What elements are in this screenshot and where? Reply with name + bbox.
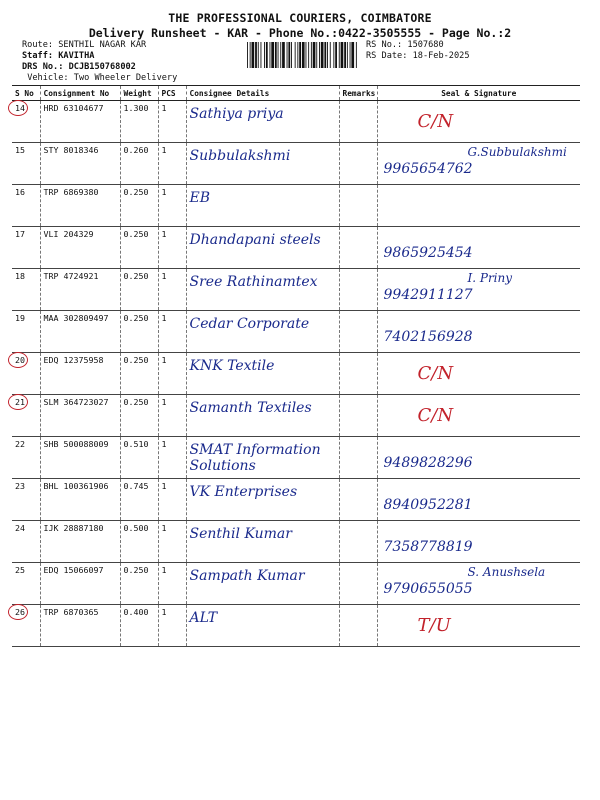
signature-text: 7402156928 (383, 329, 473, 345)
serial-number-cell: 18 (12, 269, 40, 311)
barcode-bar (306, 42, 307, 68)
staff-label: Staff: (22, 51, 54, 61)
pcs-cell: 1 (158, 479, 186, 521)
serial-number-cell: 24 (12, 521, 40, 563)
signature-text: C/N (417, 405, 454, 426)
weight-cell: 0.260 (120, 143, 158, 185)
pcs-cell: 1 (158, 605, 186, 647)
col-header-consignment: Consignment No (40, 86, 120, 101)
consignee-handwritten: Cedar Corporate (189, 316, 310, 332)
consignment-number-cell: EDQ 15066097 (40, 563, 120, 605)
table-row (12, 353, 580, 395)
signature-text: 9489828296 (383, 455, 473, 471)
signature-text: T/U (417, 615, 451, 636)
col-header-signature: Seal & Signature (377, 86, 580, 101)
col-header-pcs: PCS (158, 86, 186, 101)
table-row (12, 563, 580, 605)
barcode-bar (270, 42, 271, 68)
consignee-cell (186, 269, 339, 311)
pcs-cell: 1 (158, 143, 186, 185)
barcode-bar (313, 42, 316, 68)
circle-mark-icon (8, 100, 28, 116)
signature-text: 7358778819 (383, 539, 473, 555)
serial-number-cell: 25 (12, 563, 40, 605)
weight-cell: 0.500 (120, 521, 158, 563)
pcs-cell: 1 (158, 521, 186, 563)
barcode-bar (351, 42, 354, 68)
barcode-bar (302, 42, 305, 68)
col-header-weight: Weight (120, 86, 158, 101)
barcode-bar (341, 42, 344, 68)
barcode-bar (255, 42, 257, 68)
weight-cell: 0.250 (120, 311, 158, 353)
barcode-bar (280, 42, 281, 68)
barcode-bar (347, 42, 348, 68)
pcs-cell: 1 (158, 185, 186, 227)
barcode-bar (288, 42, 290, 68)
runsheet-meta-left (22, 40, 177, 84)
barcode-bar (356, 42, 357, 68)
signature-cell (377, 437, 580, 479)
consignee-handwritten: Subbulakshmi (189, 148, 291, 164)
barcode-bar (350, 42, 351, 68)
signature-text: 9865925454 (383, 245, 473, 261)
weight-cell: 0.510 (120, 437, 158, 479)
weight-cell: 0.745 (120, 479, 158, 521)
barcode-bar (324, 42, 326, 68)
consignment-number-cell: BHL 100361906 (40, 479, 120, 521)
circle-mark-icon (8, 394, 28, 410)
barcode-bar (271, 42, 274, 68)
table-row (12, 521, 580, 563)
vehicle-value: Two Wheeler Delivery (73, 73, 178, 83)
consignee-handwritten: Samanth Textiles (189, 400, 312, 416)
barcode-bar (282, 42, 285, 68)
consignee-cell (186, 395, 339, 437)
consignee-cell (186, 101, 339, 143)
consignee-cell (186, 521, 339, 563)
barcode-bar (333, 42, 334, 68)
serial-number-cell: 22 (12, 437, 40, 479)
consignee-cell (186, 437, 339, 479)
signature-cell (377, 563, 580, 605)
signature-cell (377, 605, 580, 647)
barcode-bar (308, 42, 309, 68)
serial-number-cell: 20 (12, 353, 40, 395)
remarks-cell (339, 311, 377, 353)
col-header-sno: S No (12, 86, 40, 101)
barcode-bar (247, 42, 248, 68)
barcode-bar (344, 42, 346, 68)
serial-number-cell: 17 (12, 227, 40, 269)
remarks-cell (339, 395, 377, 437)
remarks-cell (339, 605, 377, 647)
consignment-number-cell: TRP 6870365 (40, 605, 120, 647)
serial-number-cell: 15 (12, 143, 40, 185)
pcs-cell: 1 (158, 101, 186, 143)
pcs-cell: 1 (158, 395, 186, 437)
remarks-cell (339, 563, 377, 605)
remarks-cell (339, 185, 377, 227)
weight-cell: 0.400 (120, 605, 158, 647)
barcode-bar (311, 42, 312, 68)
table-row (12, 437, 580, 479)
weight-cell: 0.250 (120, 227, 158, 269)
signature-name: G.Subbulakshmi (467, 145, 567, 159)
weight-cell: 0.250 (120, 269, 158, 311)
table-row (12, 605, 580, 647)
runsheet-meta-right (366, 40, 470, 62)
table-row (12, 185, 580, 227)
barcode-bar (319, 42, 320, 68)
barcode-bar (278, 42, 279, 68)
pcs-cell: 1 (158, 269, 186, 311)
table-row (12, 479, 580, 521)
consignment-number-cell: STY 8018346 (40, 143, 120, 185)
barcode-bar (295, 42, 296, 68)
serial-number-cell: 26 (12, 605, 40, 647)
consignment-number-cell: HRD 63104677 (40, 101, 120, 143)
barcode-bar (297, 42, 298, 68)
signature-cell (377, 353, 580, 395)
remarks-cell (339, 101, 377, 143)
table-row (12, 269, 580, 311)
circle-mark-icon (8, 352, 28, 368)
signature-cell (377, 479, 580, 521)
consignee-handwritten: ALT (189, 610, 218, 626)
col-header-consignee: Consignee Details (186, 86, 339, 101)
signature-text: 8940952281 (383, 497, 473, 513)
barcode-bar (339, 42, 340, 68)
barcode-bar (335, 42, 337, 68)
consignment-number-cell: IJK 28887180 (40, 521, 120, 563)
consignment-number-cell: TRP 6869380 (40, 185, 120, 227)
col-header-remarks: Remarks (339, 86, 377, 101)
signature-cell (377, 227, 580, 269)
signature-text: 9965654762 (383, 161, 473, 177)
barcode-image (247, 42, 357, 68)
barcode-bar (261, 42, 262, 68)
rs-date-label: RS Date: (366, 51, 408, 61)
table-row (12, 311, 580, 353)
runsheet-table (12, 85, 580, 647)
serial-number-cell: 14 (12, 101, 40, 143)
consignment-number-cell: EDQ 12375958 (40, 353, 120, 395)
remarks-cell (339, 479, 377, 521)
drs-value: DCJB150768002 (68, 62, 136, 72)
table-row (12, 227, 580, 269)
remarks-cell (339, 521, 377, 563)
consignee-handwritten: Dhandapani steels (189, 232, 321, 248)
consignee-handwritten: KNK Textile (189, 358, 275, 374)
signature-text: C/N (417, 111, 454, 132)
route-value: SENTHIL NAGAR KAR (58, 40, 147, 50)
remarks-cell (339, 143, 377, 185)
signature-cell (377, 311, 580, 353)
serial-number-cell: 16 (12, 185, 40, 227)
consignment-number-cell: MAA 302809497 (40, 311, 120, 353)
signature-cell (377, 185, 580, 227)
remarks-cell (339, 353, 377, 395)
table-header-row (12, 86, 580, 101)
consignee-cell (186, 311, 339, 353)
rs-no-label: RS No.: (366, 40, 403, 50)
serial-number-cell: 19 (12, 311, 40, 353)
signature-text: 9942911127 (383, 287, 473, 303)
consignment-number-cell: TRP 4724921 (40, 269, 120, 311)
weight-cell: 0.250 (120, 353, 158, 395)
weight-cell: 0.250 (120, 395, 158, 437)
consignee-handwritten: VK Enterprises (189, 484, 298, 500)
remarks-cell (339, 227, 377, 269)
barcode-bar (330, 42, 331, 68)
weight-cell: 0.250 (120, 563, 158, 605)
consignee-cell (186, 563, 339, 605)
consignee-handwritten: Sampath Kumar (189, 568, 305, 584)
barcode-bar (266, 42, 268, 68)
barcode-bar (275, 42, 277, 68)
consignee-cell (186, 143, 339, 185)
weight-cell: 1.300 (120, 101, 158, 143)
remarks-cell (339, 437, 377, 479)
circle-mark-icon (8, 604, 28, 620)
serial-number-cell: 21 (12, 395, 40, 437)
barcode-bar (258, 42, 259, 68)
signature-cell (377, 395, 580, 437)
signature-text: 9790655055 (383, 581, 473, 597)
signature-name: I. Priny (467, 271, 513, 285)
signature-cell (377, 143, 580, 185)
pcs-cell: 1 (158, 227, 186, 269)
consignment-number-cell: VLI 204329 (40, 227, 120, 269)
barcode-bar (264, 42, 265, 68)
table-row (12, 101, 580, 143)
consignee-handwritten: EB (189, 190, 211, 206)
rs-no-value: 1507680 (407, 40, 444, 50)
route-label: Route: (22, 40, 54, 50)
consignee-cell (186, 479, 339, 521)
barcode-bar (321, 42, 324, 68)
consignee-handwritten: Sree Rathinamtex (189, 274, 318, 290)
runsheet-title: THE PROFESSIONAL COURIERS, COIMBATORE (168, 11, 432, 25)
consignment-number-cell: SLM 364723027 (40, 395, 120, 437)
pcs-cell: 1 (158, 353, 186, 395)
weight-cell: 0.250 (120, 185, 158, 227)
signature-cell (377, 269, 580, 311)
consignee-cell (186, 605, 339, 647)
runsheet-subtitle: Delivery Runsheet - KAR - Phone No.:0422-3505555 - Page No.:2 (88, 26, 512, 40)
table-row (12, 395, 580, 437)
pcs-cell: 1 (158, 437, 186, 479)
consignment-number-cell: SHB 500088009 (40, 437, 120, 479)
barcode-bar (327, 42, 328, 68)
barcode-bar (287, 42, 288, 68)
signature-cell (377, 521, 580, 563)
barcode-bar (291, 42, 292, 68)
barcode-bar (250, 42, 251, 68)
signature-text: C/N (417, 363, 454, 384)
signature-cell (377, 101, 580, 143)
consignee-cell (186, 185, 339, 227)
pcs-cell: 1 (158, 563, 186, 605)
consignee-handwritten: Sathiya priya (189, 106, 284, 122)
signature-name: S. Anushsela (467, 565, 546, 579)
consignee-handwritten: Senthil Kumar (189, 526, 292, 542)
remarks-cell (339, 269, 377, 311)
vehicle-label: Vehicle: (27, 73, 69, 83)
consignee-handwritten: SMAT Information Solutions (189, 442, 321, 474)
barcode-bar (252, 42, 255, 68)
barcode-bar (299, 42, 301, 68)
consignee-cell (186, 227, 339, 269)
serial-number-cell: 23 (12, 479, 40, 521)
rs-date-value: 18-Feb-2025 (412, 51, 470, 61)
consignee-cell (186, 353, 339, 395)
drs-label: DRS No.: (22, 62, 64, 72)
staff-value: KAVITHA (58, 51, 95, 61)
barcode-bar (316, 42, 317, 68)
pcs-cell: 1 (158, 311, 186, 353)
table-row (12, 143, 580, 185)
